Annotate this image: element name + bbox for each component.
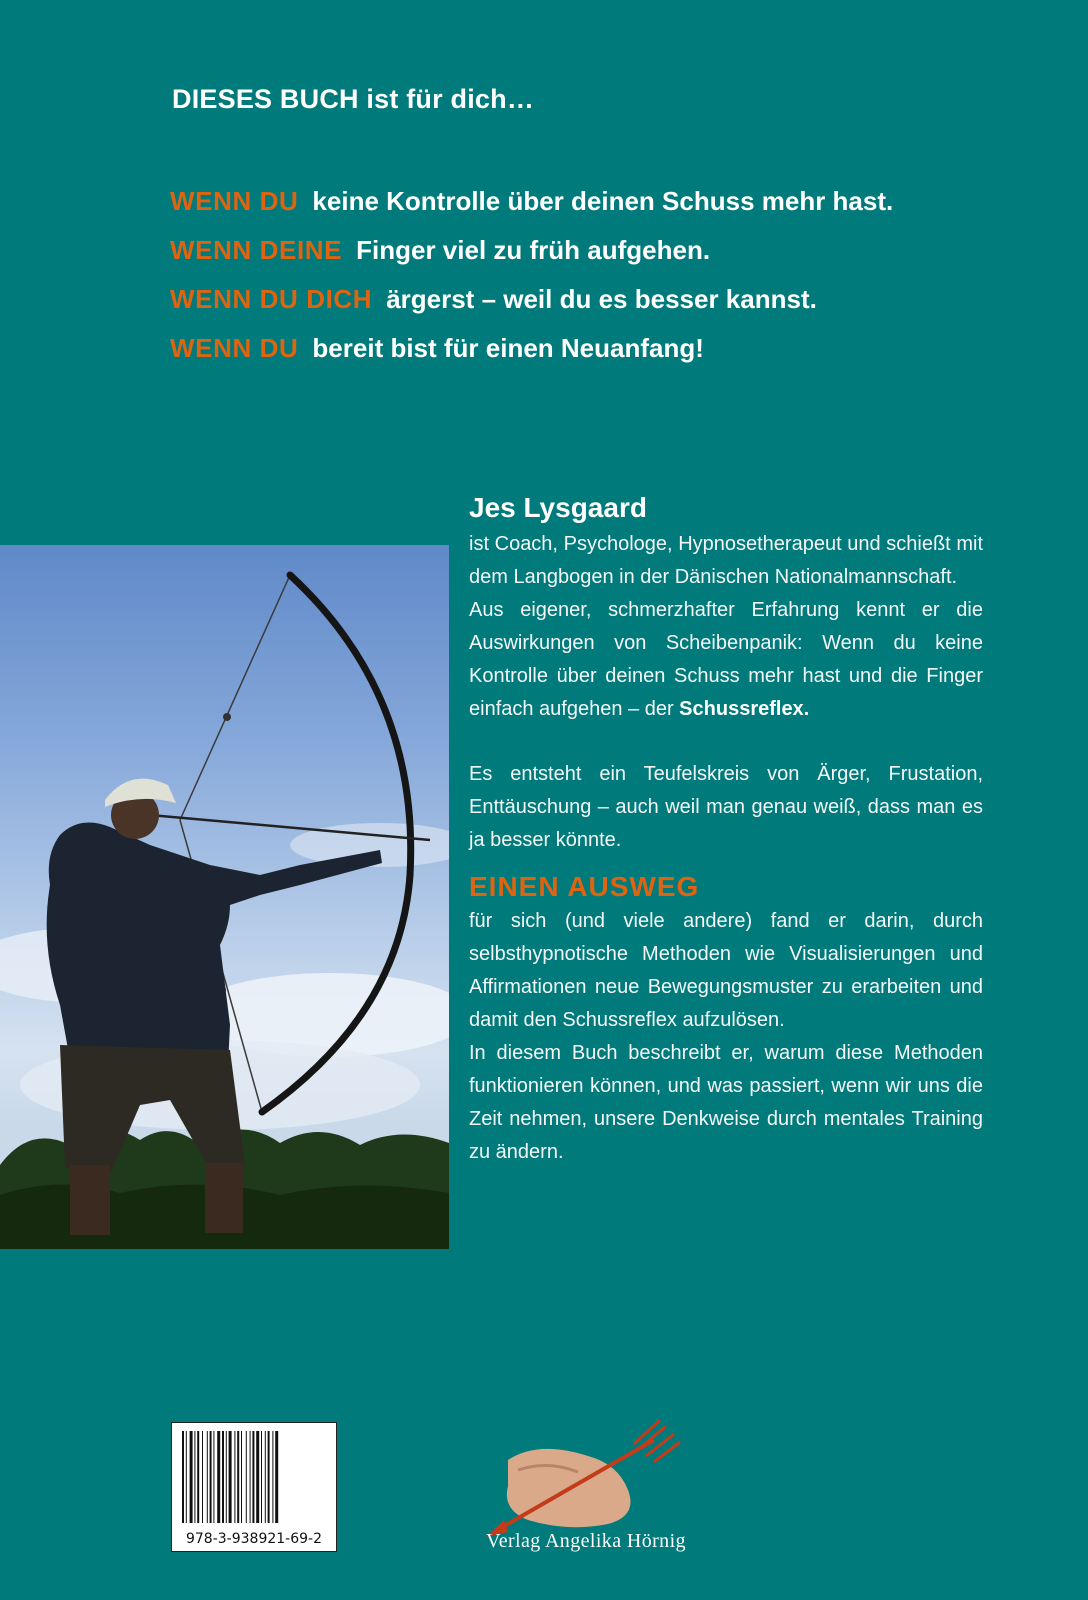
reason-item bbox=[170, 333, 1050, 382]
reason-list bbox=[170, 186, 1050, 382]
author-bio bbox=[469, 492, 983, 1169]
reason-lead: WENN DU DICH bbox=[170, 284, 373, 314]
experience-text: Aus eigener, schmerzhafter Erfahrung kennt er die Auswirkungen von Scheibenpanik: Wenn du keine Kontrolle über deinen Schuss mehr hast und die Finger einfach aufgehen – der bbox=[469, 599, 983, 720]
reason-lead: WENN DU bbox=[170, 186, 299, 216]
archer-photo bbox=[0, 545, 449, 1249]
experience-keyword: Schussreflex. bbox=[679, 698, 810, 720]
headline: DIESES BUCH ist für dich… bbox=[172, 84, 535, 114]
reason-lead: WENN DU bbox=[170, 333, 299, 363]
author-intro: ist Coach, Psychologe, Hypnosetherapeut und schießt mit dem Langbogen in der Dänischen Nationalmannschaft. bbox=[469, 533, 983, 588]
reason-lead: WENN DEINE bbox=[170, 235, 343, 265]
vicious-circle-paragraph: Es entsteht ein Teufelskreis von Ärger, Frustation, Enttäuschung – auch weil man genau weiß, dass man es ja besser könnte. bbox=[469, 763, 983, 851]
reason-text: ärgerst – weil du es besser kannst. bbox=[386, 284, 817, 314]
way-out-paragraph: für sich (und viele andere) fand er darin, durch selbsthypnotische Methoden wie Visualisierungen und Affirmationen neue Bewegungsmuster zu erarbeiten und damit den Schussreflex aufzulösen. bbox=[469, 910, 983, 1031]
publisher-logo-icon bbox=[478, 1420, 688, 1540]
reason-text: keine Kontrolle über deinen Schuss mehr hast. bbox=[312, 186, 894, 216]
reason-item bbox=[170, 235, 1050, 284]
reason-item bbox=[170, 186, 1050, 235]
reason-text: Finger viel zu früh aufgehen. bbox=[356, 235, 711, 265]
way-out-heading: EINEN AUSWEG bbox=[469, 871, 700, 902]
reason-text: bereit bist für einen Neuanfang! bbox=[312, 333, 704, 363]
author-experience bbox=[469, 594, 983, 726]
isbn-barcode bbox=[171, 1422, 337, 1552]
archer-illustration bbox=[0, 545, 449, 1249]
book-summary-paragraph: In diesem Buch beschreibt er, warum diese Methoden funktionieren können, und was passiert, wenn wir uns die Zeit nehmen, unsere Denkweise durch mentales Training zu ändern. bbox=[469, 1042, 983, 1163]
publisher-name: Verlag Angelika Hörnig bbox=[486, 1530, 686, 1552]
barcode-bars bbox=[180, 1431, 328, 1523]
isbn-number: 978-3-938921-69-2 bbox=[185, 1531, 322, 1547]
reason-item bbox=[170, 284, 1050, 333]
author-name: Jes Lysgaard bbox=[469, 492, 647, 523]
